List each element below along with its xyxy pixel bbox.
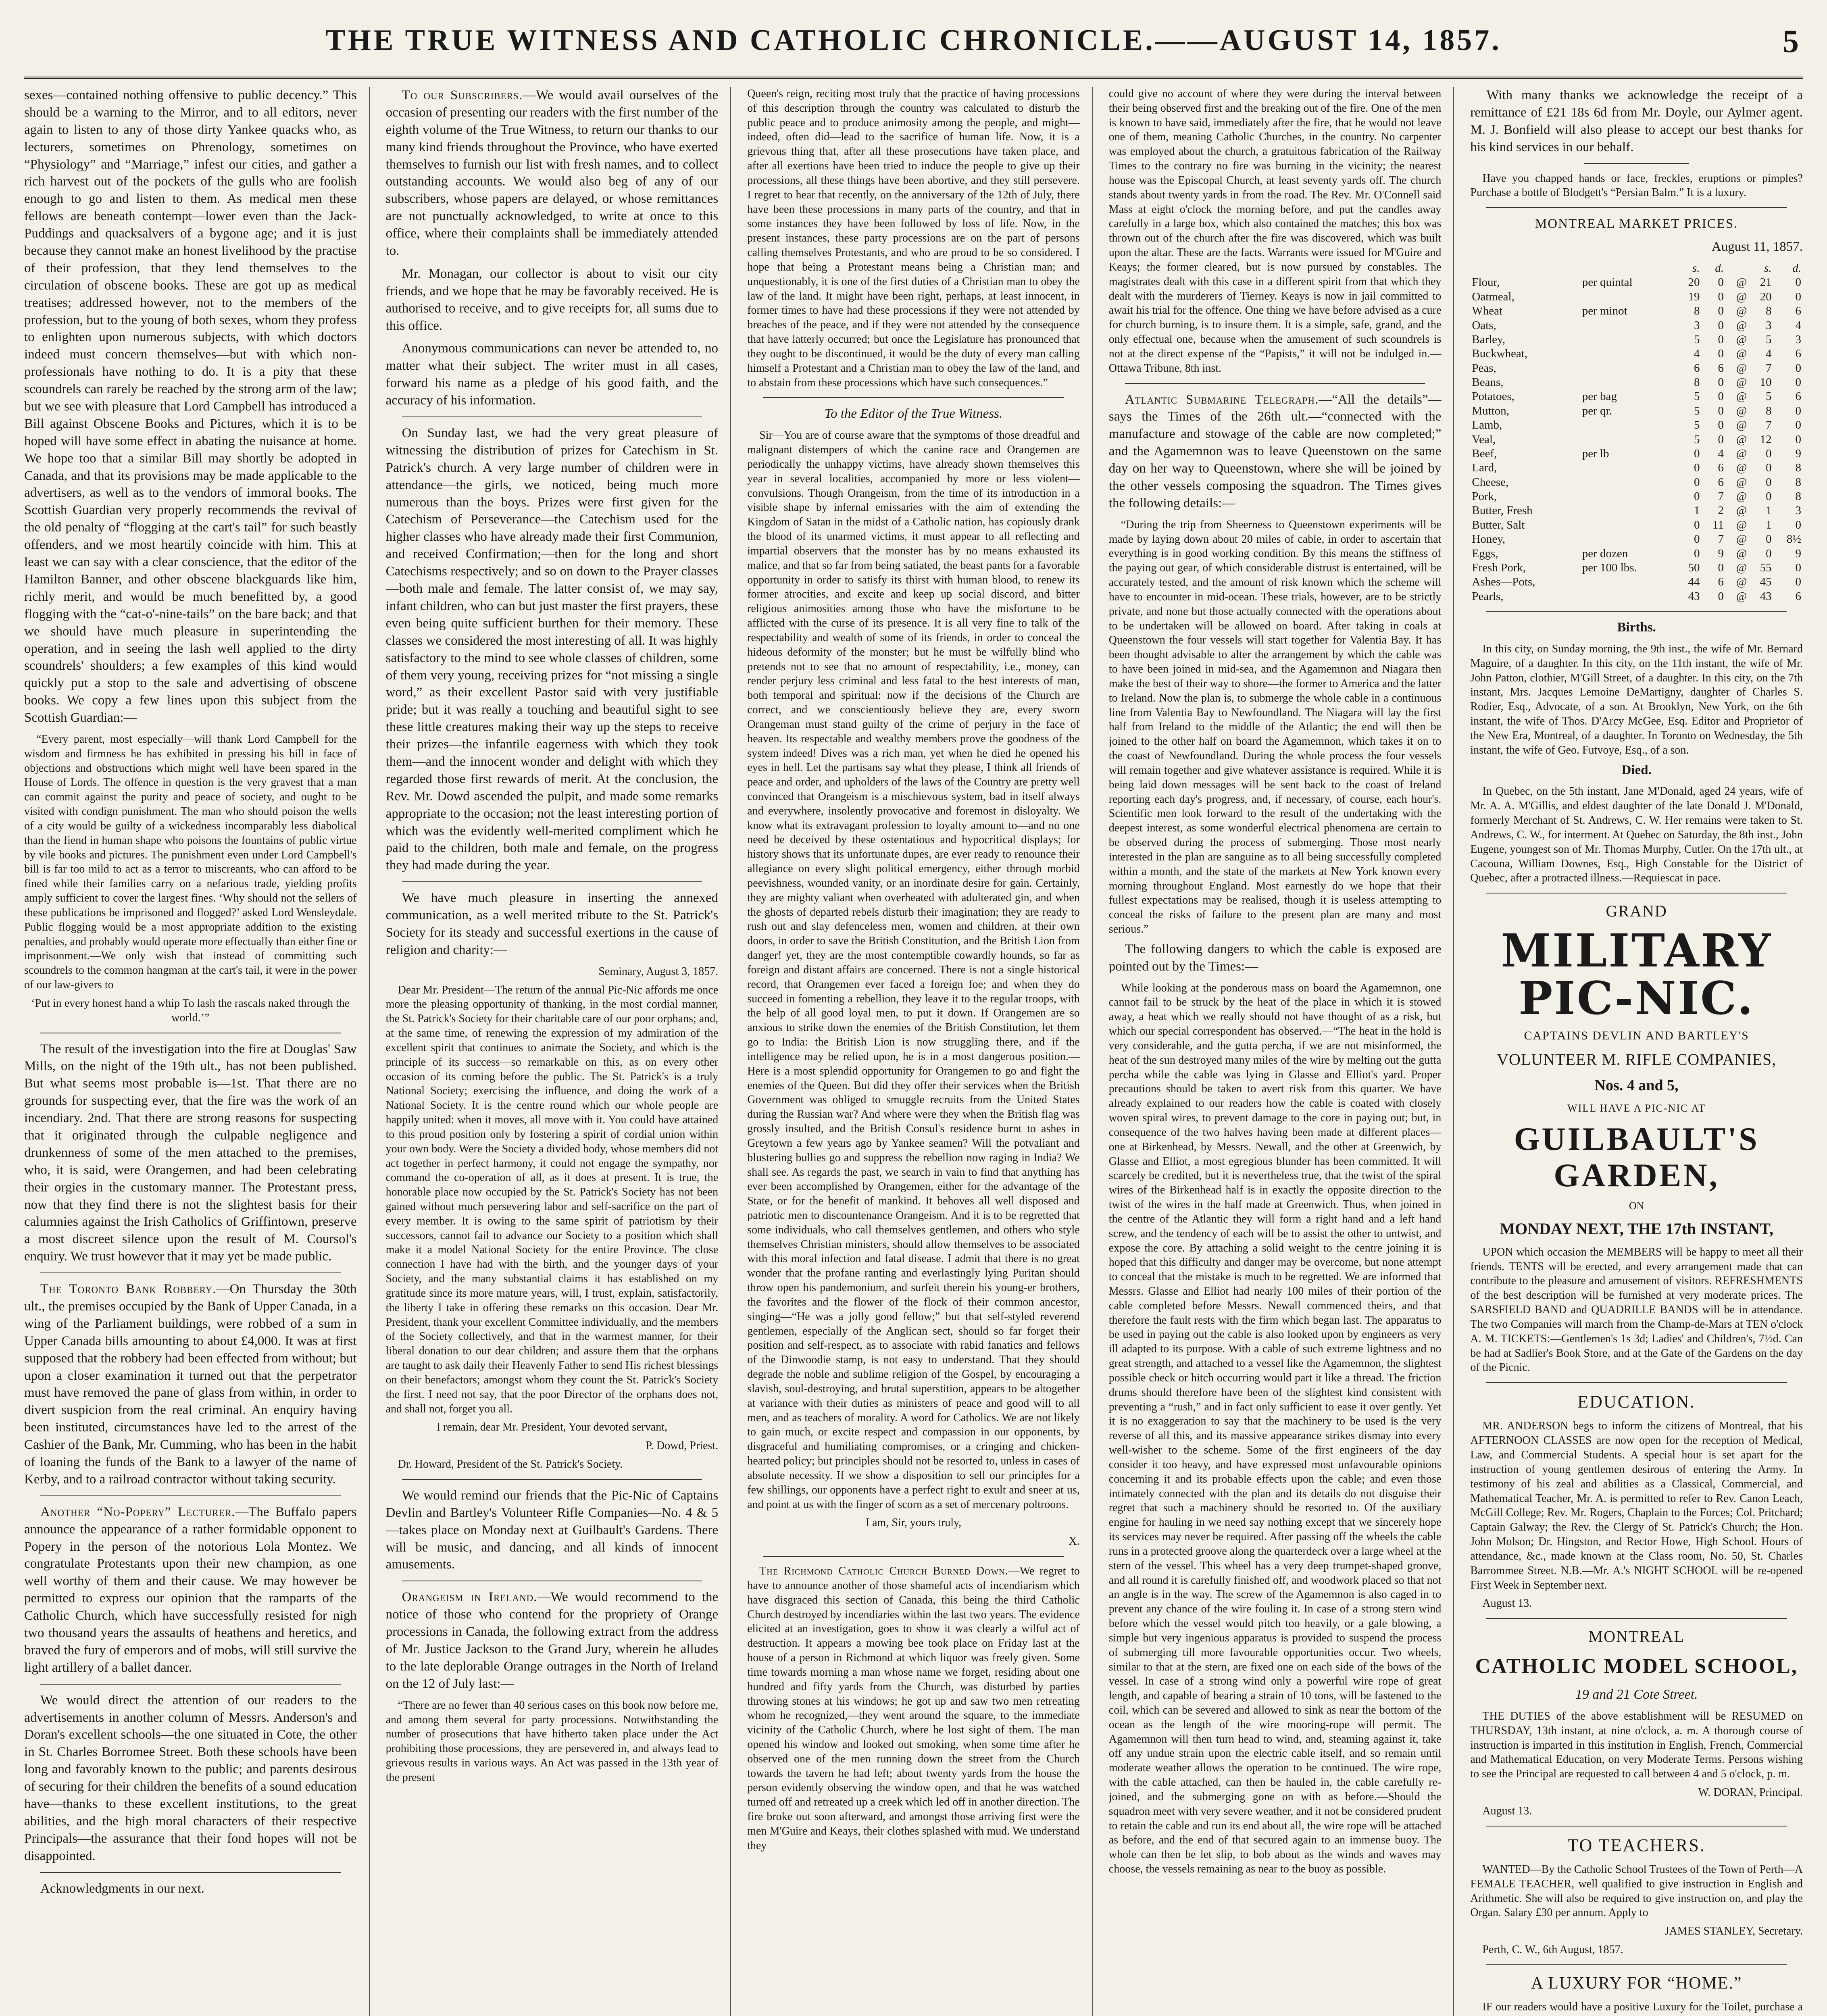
table-row xyxy=(1470,589,1803,604)
births-list: In this city, on Sunday morning, the 9th inst., the wife of Mr. Bernard Maguire, of a daughter. In this city, on the 11th instant, the wife of Mr. John Patton, clothier, M'Gill Street, of a daughter. In this city, on the 7th instant, Mrs. Jacques Lemoine DeMartigny, daughter of Charles S. Rodier, Esq., Advocate, of a son. At Brooklyn, New York, on the 6th instant, the wife of Thos. D'Arcy McGee, Esq. Editor and Proprietor of the New Era, Montreal, of a daughter. In Toronto on Wednesday, the 5th instant, the wife of Geo. Futvoye, Esq., of a son. xyxy=(1470,642,1803,756)
market-price: 0 xyxy=(1694,490,1700,503)
table-row xyxy=(1470,447,1803,461)
quote-justice-jackson xyxy=(386,1698,719,1785)
market-price: 5 xyxy=(1694,419,1700,432)
teachers-signer: JAMES STANLEY, Secretary. xyxy=(1665,1925,1803,1938)
market-item: Honey, xyxy=(1472,533,1506,546)
market-price: 0 xyxy=(1795,376,1801,389)
market-prices-table xyxy=(1470,261,1803,604)
market-item: Butter, Fresh xyxy=(1472,504,1533,517)
market-price: 0 xyxy=(1718,347,1724,360)
ad-guilbault: GUILBAULT'S GARDEN, xyxy=(1514,1120,1759,1193)
market-price: 20 xyxy=(1688,276,1700,289)
article-dangers: While looking at the ponderous mass on board the Agamemnon, one cannot fail to be struck by the heat of the place in which it is stowed away, a heat which we really should not have thought of as a risk, but which our special correspondent has observed.—“The heat in the hold is very considerable, and the gutta percha, if we are not misinformed, the heat of the sun destroyed many miles of the wire by melting out the gutta percha while the cable was lying in Glasse and Elliot's yard. Proper precautions should be taken to avert risk from this quarter. We have already explained to our readers how the cable is coated with closely woven spiral wires, to prevent damage to the core in paying out; but, in consequence of the two halves having been made at different places—one at Birkenhead, by Messrs. Newall, and the other at Greenwich, by Glasse and Elliot, a most egregious blunder has been committed. It will scarcely be credited, but it is nevertheless true, that the twist of the spiral wires of the Birkenhead half is in exactly the opposite direction to the twist of the wires in the half made at Greenwich. Thus, when joined in the centre of the Atlantic they will form a right hand and a left hand screw, and the tendency of each will be to assist the other to untwist, and expose the core. By attaching a solid weight to the centre joining it is hoped that this difficulty and danger may be overcome, but none attempt to conceal that the mistake is much to be regretted. We are informed that Messrs. Glasse and Elliot had nearly 100 miles of their portion of the cable completed before Messrs. Newall commenced theirs, and that therefore the fault rests with the firm which began last. The apparatus to be used in paying out the cable is also looked upon by engineers as very ill adapted to its purpose. With a cable of such extreme lightness and no great strength, and attached to a vessel like the Agamemnon, the slightest possible check or hitch occurring would part it like a thread. The friction drums should therefore have been of the slightest kind consistent with preventing a “rush,” and in fact only sufficient to ease it over gently. Yet it is no exaggeration to say that the machinery to be used is the very reverse of all this, and its massive appearance strikes dismay into every well-wisher to the scheme. Some of the first engineers of the day consider it too heavy, and have expressed most unfavourable opinions concerning it and its probable effects upon the cable; and even those intimately connected with the plan and its details do not disguise their regret that such a machinery should be resorted to. Of the auxiliary engine for hauling in we need say nothing except that we sincerely hope its services may never be required. After passing off the wheels the cable runs in a protected groove along the quarterdeck over a large wheel at the stern of the vessel. This wheel has a very deep trumpet-shaped groove, and all round it is carefully finished off, and woodwork placed so that not an angle is in the way. The screw of the Agamemnon is also caged in to prevent any chance of the wire fouling it. In case of a strong stern wind before which the vessel would pitch too heavily, or a gale blowing, a simple but very ingenious apparatus is provided to suspend the process of submerging till more favourable opportunities occur. Two wheels, similar to that at the stern, are fixed one on each side of the bows of the vessel. In case of a strong wind only a powerful wire rope of great length, and capable of bearing a strain of 10 tons, will be fastened to the coil, which can be severed and allowed to sink as near the bottom of the ocean as the length of the wire mooring-rope will permit. The Agamemnon will then turn head to wind, and, steaming against it, take off any undue strain upon the electric cable itself, and so remain until moderate weather allows the operation to be continued. The wire rope, with the cable attached, can then be hauled in, the cable carefully re-joined, and the submerging gone on with as before.—Should the squadron meet with very severe weather, and it not be considered prudent to retain the cable and run its end about all, the wire rope will be attached as before, and the end of that secured again to an immense buoy. The whole can then be let slip, to bob about as the winds and waves may choose, the vessels remaining as near to the buoy as possible. xyxy=(1108,981,1442,1876)
market-price: 0 xyxy=(1766,447,1772,460)
market-item: Wheat xyxy=(1472,304,1503,318)
market-item: Pork, xyxy=(1472,490,1497,503)
table-row xyxy=(1470,347,1803,361)
table-row xyxy=(1470,375,1803,389)
market-item: Ashes—Pots, xyxy=(1472,575,1535,589)
quote-verse: ‘Put in every honest hand a whip To lash the rascals naked through the world.’” xyxy=(31,997,350,1024)
market-price: 0 xyxy=(1766,475,1772,489)
market-unit xyxy=(1581,575,1677,589)
market-price: @ xyxy=(1736,575,1747,589)
market-unit: per lb xyxy=(1582,447,1609,460)
ad-military-picnic: MILITARY PIC-NIC. xyxy=(1501,925,1773,1025)
market-item: Flour, xyxy=(1472,276,1500,289)
ad-volunteer: VOLUNTEER M. RIFLE COMPANIES, xyxy=(1497,1050,1777,1069)
divider xyxy=(1486,1382,1787,1383)
article-obscene-books: sexes—contained nothing offensive to public decency.” This should be a warning to the Mirror, and to all editors, never again to listen to any of those dirty Yankee quacks who, as lecturers, sometimes on Phrenology, sometimes on “Physiology” and “Marriage,” infest our cities, and gather a rich harvest out of the pockets of the gulls who are foolish enough to go and listen to them. As medical men these fellows are beneath contempt—lower even than the Jack-Puddings and quacksalvers of a bygone age; and it is just because they cannot make an honest livelihood by the practise of their profession, that they lend themselves to the circulation of obscene books. These are got up as medical treatises; addressed however, not to the members of the profession, but to the young of both sexes, whom they profess to enlighten upon numerous subjects, with which doctors indeed must concern themselves—but with which non-professionals have nothing to do. It is a pity that these scoundrels can rarely be reached by the strong arm of the law; but we see with pleasure that Lord Campbell has introduced a Bill against Obscene Books and Pictures, which it is to be hoped will have some effect in abating the nuisance at home. We hope too that a similar Bill may shortly be adopted in Canada, and that its provisions may be made applicable to the advertisers, as well as to the vendors of immoral books. The Scottish Guardian very properly recommends the revival of the old penalty of “flogging at the cart's tail” for such beastly offenders, and we most heartily coincide with him. This at least we can say with a clear conscience, that the editor of the Hamilton Banner, and other obscene blackguards like him, richly merit, and would be much benefitted by, a good flogging with the “cat-o'-nine-tails” on the bare back; and that we should have much pleasure in superintending the operation, and in seeing the lash well applied to the dirty scoundrels' shoulders; a few examples of this kind would quickly put a stop to the sale and advertising of obscene books. We copy a few lines upon this subject from the Scottish Guardian:— xyxy=(24,88,357,725)
column-3 xyxy=(747,87,1093,2016)
masthead-title: THE TRUE WITNESS AND CATHOLIC CHRONICLE.——AUGUST 14, 1857. xyxy=(325,24,1502,57)
quote-text: “Every parent, most especially—will thank Lord Campbell for the wisdom and firmness he has exhibited in pressing his bill in face of objections and obstructions which might well have been spared in the House of Lords. The offence in question is the very gravest that a man can commit against the purity and peace of society, and ought to be visited with condign punishment. The man who should poison the wells of a city would be guilty of a wickedness incomparably less diabolical than the fiend in human shape who poisons the fountains of public virtue by vile books and pictures. The punishment even under Lord Campbell's bill is far too mild to act as a terror to miscreants, who can afford to be fined while their families carry on a nefarious trade, yielding profits amply sufficient to cover the largest fines. ‘Why should not the sellers of these publications be imprisoned and flogged?’ asked Lord Wensleydale. Public flogging would be a most appropriate addition to the existing penalties, and probably would operate more effectually than either fine or imprisonment.—We only wish that instead of committing such scoundrels to the common hangman at the cart's tail, it were in the power of our law-givers to xyxy=(24,733,357,991)
masthead xyxy=(24,16,1803,79)
column-4 xyxy=(1109,87,1454,2016)
letter-signer: P. Dowd, Priest. xyxy=(646,1439,719,1452)
table-row xyxy=(1470,319,1803,333)
market-price: @ xyxy=(1736,376,1747,389)
market-price: 0 xyxy=(1694,547,1700,560)
market-price: 8½ xyxy=(1786,533,1801,546)
market-price: 0 xyxy=(1694,461,1700,475)
market-price: 12 xyxy=(1760,433,1772,446)
letter-heading: To the Editor of the True Witness. xyxy=(824,406,1003,421)
market-price: 0 xyxy=(1718,404,1724,417)
market-item: Fresh Pork, xyxy=(1472,561,1526,574)
teachers-ad: WANTED—By the Catholic School Trustees of the Town of Perth—A FEMALE TEACHER, well qualified to give instruction in English and Arithmetic. She will also be required to give instruction on, and play the Organ. Salary £30 per annum. Apply to JAMES STANLEY, Secretary. Perth, C. W., 6th August, 1857. xyxy=(1470,1862,1803,1957)
market-price: @ xyxy=(1736,304,1747,318)
luxury-ad: IF our readers would have a positive Luxury for the Toilet, purchase a xyxy=(1482,2001,1803,2014)
market-price: 4 xyxy=(1766,347,1772,360)
market-price: @ xyxy=(1736,319,1747,332)
market-price: 0 xyxy=(1766,461,1772,475)
market-unit: per dozen xyxy=(1582,547,1628,560)
cms-date: August 13. xyxy=(1482,1804,1532,1817)
market-price: 0 xyxy=(1718,276,1724,289)
quote-times xyxy=(1109,518,1442,937)
letter-addressee: Dr. Howard, President of the St. Patrick's Society. xyxy=(398,1458,623,1471)
market-price: 45 xyxy=(1760,575,1772,589)
market-price: 0 xyxy=(1718,589,1724,603)
market-price: 6 xyxy=(1795,589,1801,603)
quote-text: “During the trip from Sheerness to Queenstown experiments will be made by laying down about 20 miles of cable, in order to ascertain that everything is in good working condition. By this means the stiffness of the paying out gear, of which considerable distrust is entertained, will be accurately tested, and the amount of risk known which the scheme will have to encounter in mid-ocean. These trials, however, are to be strictly private, and none but those actually connected with the operations about to be undertaken will be allowed on board. After taking in coals at Queenstown the four vessels will start together for Valentia Bay. It has been thought advisable to alter the arrangement by which the cable was to have been joined in mid-sea, and the Agamemnon and Niagara then make the best of their way to shore—the former to America and the latter to Ireland. Now the plan is, to submerge the whole cable in a continuous line from Valentia Bay to Newfoundland. The Niagara will lay the first half from Ireland to the middle of the Atlantic; the end will then be joined to the other half on board the Agamemnon, which takes it on to the coast of Newfoundland. During the whole process the four vessels will remain together and give whatever assistance is required. While it is being laid down messages will be sent back to the coast of Ireland reporting each day's progress, and, if necessary, of course, each hour's. Scientific men look forward to the result of the undertaking with the deepest interest, as some wonderful electrical phenomena are certain to be observed during the process of submerging. Those most nearly interested in the plan are sanguine as to all being successfully completed within a month, and the state of the markets at New York known every morning throughout England. Most earnestly do we hope that their fullest expectations may be realised, though it is useless attempting to conceal the risks of failure to the present plan are many and most serious.” xyxy=(1108,518,1442,935)
market-price: @ xyxy=(1736,518,1747,531)
market-price: 50 xyxy=(1688,561,1700,574)
market-price: 3 xyxy=(1766,319,1772,332)
market-unit xyxy=(1581,347,1677,361)
article-orangeism: Orangeism in Ireland.—We would recommend to the notice of those who contend for the propriety of Orange processions in Canada, the following extract from the address of Mr. Justice Jackson to the Grand Jury, wherein he alludes to the late deplorable Orange outrages in the North of Ireland on the 12 of July last:— xyxy=(385,1590,719,1691)
divider xyxy=(40,1684,341,1685)
table-row xyxy=(1470,275,1803,289)
market-price: @ xyxy=(1736,475,1747,489)
market-price: 0 xyxy=(1694,447,1700,460)
market-price: 4 xyxy=(1795,319,1801,332)
market-unit xyxy=(1581,290,1677,304)
market-price: 0 xyxy=(1795,561,1801,574)
table-row xyxy=(1470,361,1803,375)
market-header-cell xyxy=(1725,261,1748,275)
ad-nos: Nos. 4 and 5, xyxy=(1594,1077,1679,1094)
market-price: 55 xyxy=(1760,561,1772,574)
market-price: 7 xyxy=(1718,533,1724,546)
market-item: Mutton, xyxy=(1472,404,1510,417)
market-price: 0 xyxy=(1766,547,1772,560)
market-price: 2 xyxy=(1718,504,1724,517)
births-title: Births. xyxy=(1617,620,1656,635)
education-date: August 13. xyxy=(1482,1597,1532,1610)
market-price: 6 xyxy=(1718,461,1724,475)
market-price: @ xyxy=(1736,276,1747,289)
teachers-title: TO TEACHERS. xyxy=(1567,1835,1706,1855)
market-header-cell xyxy=(1470,261,1580,275)
letter-signer: X. xyxy=(1069,1535,1080,1548)
market-price: 9 xyxy=(1795,547,1801,560)
letter-closing: I am, Sir, yours truly, xyxy=(865,1516,962,1529)
market-price: 1 xyxy=(1694,504,1700,517)
market-unit xyxy=(1581,518,1677,532)
market-price: 1 xyxy=(1766,504,1772,517)
market-item: Oats, xyxy=(1472,319,1496,332)
market-price: 6 xyxy=(1694,361,1700,375)
market-item: Oatmeal, xyxy=(1472,290,1515,303)
market-header-cell: s. xyxy=(1692,262,1700,275)
ad-body: UPON which occasion the MEMBERS will be happy to meet all their friends. TENTS will be erected, and every arrangement made that can contribute to the pleasure and amusement of visitors. REFRESHMENTS of the best description will be furnished at very moderate prices. The SARSFIELD BAND and QUADRILLE BANDS will be in attendance. The two Companies will march from the Champ-de-Mars at TEN o'clock A. M. TICKETS:—Gentlemen's 1s 3d; Ladies' and Children's, 7½d. Can be had at Sadlier's Book Store, and at the Gate of the Gardens on the day of the Picnic. xyxy=(1470,1245,1803,1374)
market-price: 7 xyxy=(1766,419,1772,432)
market-price: 0 xyxy=(1718,290,1724,303)
article-atlantic-telegraph: Atlantic Submarine Telegraph.—“All the details”—says the Times of the 26th ult.—“connected with the manufacture and stowage of the cable are now completed;” and the Agamemnon was to leave Queenstown on the same day on her way to Queenstown, where she will be joined by the other vessels composing the squadron. The Times gives the following details:— xyxy=(1108,392,1442,510)
market-price: 0 xyxy=(1795,404,1801,417)
column-2 xyxy=(386,87,731,2016)
deaths-list: In Quebec, on the 5th instant, Jane M'Donald, aged 24 years, wife of Mr. A. A. M'Gillis, and eldest daughter of the late Donald J. M'Donald, formerly Merchant of St. Andrews, C. W. Her remains were taken to St. Andrews, C. W., for interment. At Quebec on Saturday, the 8th inst., John Eugene, youngest son of Mr. Thomas Murphy, Cutler. On the 17th ult., at Cacouna, William Downes, Esq., High Constable for the District of Quebec, after a protracted illness.—Requiescat in pace. xyxy=(1470,785,1803,885)
market-price: 44 xyxy=(1688,575,1700,589)
market-item: Buckwheat, xyxy=(1472,347,1528,360)
market-price: 0 xyxy=(1795,276,1801,289)
market-unit: per 100 lbs. xyxy=(1582,561,1637,574)
market-unit: per bag xyxy=(1582,390,1617,403)
market-item: Peas, xyxy=(1472,361,1496,375)
market-price: @ xyxy=(1736,347,1747,360)
table-row xyxy=(1470,389,1803,404)
market-price: 0 xyxy=(1718,319,1724,332)
market-price: 3 xyxy=(1694,319,1700,332)
headline: The Toronto Bank Robbery. xyxy=(40,1282,217,1297)
market-price: 7 xyxy=(1766,361,1772,375)
market-title: MONTREAL MARKET PRICES. xyxy=(1535,217,1738,231)
divider xyxy=(763,1556,1064,1557)
market-price: 5 xyxy=(1694,333,1700,346)
article-anonymous: Anonymous communications can never be attended to, no matter what their subject. The writer must in all cases, forward his name as a pledge of his good faith, and the accuracy of his information. xyxy=(385,341,719,408)
market-price: 6 xyxy=(1718,361,1724,375)
market-price: 0 xyxy=(1694,533,1700,546)
table-row xyxy=(1470,475,1803,489)
market-unit xyxy=(1581,361,1677,375)
market-unit xyxy=(1581,504,1677,518)
column-1 xyxy=(24,87,370,2016)
acknowledgments-note: Acknowledgments in our next. xyxy=(40,1881,204,1896)
market-price: @ xyxy=(1736,533,1747,546)
market-item: Pearls, xyxy=(1472,589,1504,603)
teachers-date: Perth, C. W., 6th August, 1857. xyxy=(1482,1943,1623,1956)
cms-montreal: MONTREAL xyxy=(1588,1627,1685,1646)
market-price: 0 xyxy=(1766,533,1772,546)
market-header-cell: d. xyxy=(1715,262,1724,275)
market-header-row xyxy=(1470,261,1803,275)
headline: To our Subscribers. xyxy=(402,88,523,102)
article-schools: We would direct the attention of our readers to the advertisements in another column of Messrs. Anderson's and Doran's excellent schools—the one situated in Cote, the other in St. Charles Borromee Street. Both these schools have been long and favorably known to the public; and parents desirous of securing for their children the benefits of a sound education have—thanks to these excellent institutions, to the great abilities, and the high moral characters of their respective Principals—the assurance that their fond hopes will not be disappointed. xyxy=(24,1693,357,1863)
market-unit xyxy=(1581,418,1677,432)
ad-monday: MONDAY NEXT, THE 17th INSTANT, xyxy=(1500,1219,1773,1238)
market-price: 8 xyxy=(1694,376,1700,389)
market-price: @ xyxy=(1736,404,1747,417)
market-price: 5 xyxy=(1694,390,1700,403)
market-item: Cheese, xyxy=(1472,475,1509,489)
market-price: 3 xyxy=(1795,504,1801,517)
cms-address: 19 and 21 Cote Street. xyxy=(1575,1687,1698,1702)
table-row xyxy=(1470,404,1803,418)
letter-st-patricks xyxy=(386,964,719,1472)
columns xyxy=(24,87,1803,2016)
market-unit: per minot xyxy=(1582,304,1627,318)
ad-captains: CAPTAINS DEVLIN AND BARTLEY'S xyxy=(1524,1029,1749,1043)
advert-persian-balm-short: Have you chapped hands or face, freckles, eruptions or pimples? Purchase a bottle of Blodgett's “Persian Balm.” It is a luxury. xyxy=(1470,172,1803,199)
page-number: 5 xyxy=(1783,24,1799,59)
market-price: 0 xyxy=(1718,419,1724,432)
market-price: @ xyxy=(1736,547,1747,560)
market-price: 8 xyxy=(1795,461,1801,475)
market-item: Beef, xyxy=(1472,447,1497,460)
market-price: 11 xyxy=(1712,518,1724,531)
market-price: 8 xyxy=(1795,475,1801,489)
quote-text: Queen's reign, reciting most truly that the practice of having processions of this description through the country was calculated to disturb the public peace and to produce animosity among the people, and might—indeed, often did—lead to the sacrifice of human life. Now, it is a grievous thing that, after all these prosecutions have taken place, and after all exertions have been tried to induce the people to give up their processions, all these things have been abortive, and they still persevere. I regret to hear that recently, on the anniversary of the 12th of July, there have been these processions in many parts of the country, and that in some instances they have been followed by loss of life. Now, in the present instances, these party processions are on the part of persons calling themselves Protestants, and who are proud to be so considered. I hope that being a Protestant means being a Christian man; and unquestionably, it is one of the first duties of a Christian man to obey the law of the land. It might have been right, perhaps, at least innocent, in former times to have had these processions if they were not attended by breaches of the peace, and if they were not attended by the consequence that have latterly occurred; but once the Legislature has pronounced that they ought to be discontinued, it would be the duty of every man calling himself a Protestant and a Christian man to obey the law of the land, and to abstain from these processions which have such consequences.” xyxy=(747,87,1080,389)
table-row xyxy=(1470,418,1803,432)
market-item: Barley, xyxy=(1472,333,1506,346)
divider xyxy=(1486,207,1787,208)
market-price: @ xyxy=(1736,490,1747,503)
divider xyxy=(1486,1618,1787,1619)
market-price: 7 xyxy=(1718,490,1724,503)
market-unit: per quintal xyxy=(1582,276,1633,289)
market-unit xyxy=(1581,333,1677,347)
market-price: @ xyxy=(1736,333,1747,346)
market-price: 8 xyxy=(1795,490,1801,503)
market-price: 8 xyxy=(1766,304,1772,318)
divider xyxy=(40,1872,341,1873)
market-price: 0 xyxy=(1718,304,1724,318)
market-item: Lamb, xyxy=(1472,419,1502,432)
market-price: 0 xyxy=(1718,333,1724,346)
market-price: 0 xyxy=(1795,419,1801,432)
article-collector: Mr. Monagan, our collector is about to visit our city friends, and we hope that he may be favorably received. He is authorised to receive, and to give receipts for, all sums due to this office. xyxy=(385,266,719,333)
market-price: 0 xyxy=(1795,433,1801,446)
market-price: 0 xyxy=(1795,361,1801,375)
quote-scottish-guardian xyxy=(24,732,357,1025)
quote-text: “There are no fewer than 40 serious cases on this book now before me, and among them several for party processions. Notwithstanding the number of prosecutions that have hitherto taken place under the Act prohibiting those processions, they are persevered in, and always lead to grievous results in various ways. An Act was passed in the 13th year of the present xyxy=(385,1699,719,1784)
market-price: 4 xyxy=(1694,347,1700,360)
article-saw-mills: The result of the investigation into the fire at Douglas' Saw Mills, on the night of the 19th ult., has not been published. But what seems most probable is—1st. That there are no grounds for suspecting ever, that the fire was the work of an incendiary. 2nd. That there are strong reasons for suspecting that it originated through the culpable negligence and drunkenness of some of the men attached to the premises, who, it is said, were Orangemen, and had been celebrating their orgies in the customary manner. The Protestant press, now that they find there is not the slightest basis for their calumnies against the Irish Catholics of Griffintown, preserve a most discreet silence upon the result of M. Coursol's enquiry. We trust however that it may yet be made public. xyxy=(24,1041,357,1264)
market-price: @ xyxy=(1736,290,1747,303)
article-subscribers: To our Subscribers.—We would avail ourselves of the occasion of presenting our readers with the first number of the eighth volume of the True Witness, to return our thanks to our many kind friends throughout the Province, who have exerted themselves to furnish our list with fresh names, and to collect outstanding accounts. We would also beg of any of our subscribers, whose papers are delayed, or whose remittances are not punctually acknowledged, to write at once to this office, where their complaints shall be immediately attended to. xyxy=(385,88,719,258)
quote-justice-jackson-cont xyxy=(747,87,1080,390)
table-row xyxy=(1470,304,1803,318)
article-richmond-church-cont: could give no account of where they were during the interval between their being observed first and the breaking out of the fire. One of the men is known to have said, immediately after the fire, that he would not leave one of them, meaning Catholic Churches, in the country. No carpenter was employed about the church, a gratuitous fabrication of the Railway Times to the contrary no fire was burning in the vicinity; the nearest house was the Episcopal Church, at least seventy yards off. The church stands about twenty yards in from the road. The Rev. Mr. O'Connell said Mass at eight o'clock the morning before, and put the candles away carefully in a large box, which also contained the matches; this box was thrown out of the church after the fire was discovered, which was built upon the altar. These are the facts. Warrants were issued for M'Guire and Keays; the former cleared, but is now pursued by constables. The magistrates dealt with this case in a different spirit from that which they dealt with the murderers of Tierney. Keays is now in jail committed to await his trial for the offence. One thing we have before advised as a cure for church burning, is to insure them. It is a simple, safe, grand, and the only effectual one, because when the amusement of such scoundrels is not at the direct expense of the “Papists,” it will not be indulged in.—Ottawa Tribune, 8th inst. xyxy=(1108,87,1442,375)
market-price: 6 xyxy=(1795,347,1801,360)
market-price: @ xyxy=(1736,504,1747,517)
divider xyxy=(402,1479,702,1480)
market-unit xyxy=(1581,433,1677,447)
article-catechism-prizes: On Sunday last, we had the very great pleasure of witnessing the distribution of prizes for Catechism in St. Patrick's church. A very large number of children were in attendance—the girls, we noticed, being much more numerous than the boys. Prizes were first given for the Catechism of Perseverance—the Catechism used for the higher classes who have already made their first Communion, and received Confirmation;—then for the long and short Catechisms respectively; and so on down to the Prayer classes—both male and female. The latter consist of, we may say, infant children, who can but just master the first prayers, these even being quite sufficient burthen for their memory. These classes we considered the most interesting of all. It was highly satisfactory to the mind to see whole classes of children, some of them very young, receiving prizes for “not missing a single word,” as their excellent Pastor said with very justifiable pride; but it was really a touching and beautiful sight to see these little creatures making their way up the steps to receive their prizes—the infantile eagerness with which they took them—and the innocent wonder and delight with which they regarded those first rewards of merit. At the conclusion, the Rev. Mr. Dowd ascended the pulpit, and made some remarks appropriate to the occasion; not the least interesting portion of which was the evidently well-merited compliment which he paid to the children, both male and female, on the progress they had made during the year. xyxy=(385,426,719,873)
market-item: Potatoes, xyxy=(1472,390,1515,403)
market-item: Lard, xyxy=(1472,461,1497,475)
market-price: 0 xyxy=(1718,561,1724,574)
market-price: @ xyxy=(1736,561,1747,574)
market-price: 43 xyxy=(1760,589,1772,603)
article-dangers-intro: The following dangers to which the cable is exposed are pointed out by the Times:— xyxy=(1108,941,1442,974)
ad-will: WILL HAVE A PIC-NIC AT xyxy=(1567,1102,1706,1114)
table-row xyxy=(1470,561,1803,575)
table-row xyxy=(1470,433,1803,447)
market-price: 1 xyxy=(1766,518,1772,531)
market-price: 21 xyxy=(1760,276,1772,289)
luxury-title: A LUXURY FOR “HOME.” xyxy=(1531,1974,1742,1993)
market-item: Eggs, xyxy=(1472,547,1498,560)
market-date: August 11, 1857. xyxy=(1711,240,1803,254)
market-price: 0 xyxy=(1766,490,1772,503)
market-price: 20 xyxy=(1760,290,1772,303)
article-no-popery: Another “No-Popery” Lecturer.—The Buffalo papers announce the appearance of a rather formidable opponent to Popery in the person of the notorious Lola Montez. We congratulate Protestants upon their new champion, as one well worthy of them and their cause. We may however be permitted to express our opinion that the ramparts of the Catholic Church, which have successfully resisted for nigh two thousand years the assaults of heathens and heretics, and braved the fury of emperors and of mobs, will still survive the light artillery of a ballet dancer. xyxy=(24,1504,357,1675)
table-row xyxy=(1470,575,1803,589)
market-price: 0 xyxy=(1718,376,1724,389)
market-header-cell: s. xyxy=(1764,262,1772,275)
letter-to-editor xyxy=(747,428,1080,1549)
market-price: 43 xyxy=(1688,589,1700,603)
table-row xyxy=(1470,290,1803,304)
divider xyxy=(1125,383,1425,384)
table-row xyxy=(1470,333,1803,347)
acknowledgment: With many thanks we acknowledge the receipt of a remittance of £21 18s 6d from Mr. Doyle, our Aylmer agent. M. J. Bonfield will also please to accept our best thanks for his kind services in our behalf. xyxy=(1470,88,1803,154)
market-price: 6 xyxy=(1795,304,1801,318)
market-price: @ xyxy=(1736,390,1747,403)
market-unit xyxy=(1581,489,1677,504)
market-price: 10 xyxy=(1760,376,1772,389)
article-st-patricks-intro: We have much pleasure in inserting the annexed communication, as a well merited tribute to the St. Patrick's Society for its steady and successful exertions in the cause of religion and charity:— xyxy=(385,891,719,957)
letter-date: Seminary, August 3, 1857. xyxy=(598,965,719,978)
advert-military-picnic xyxy=(1470,901,1803,1375)
market-price: 5 xyxy=(1694,404,1700,417)
market-unit xyxy=(1581,375,1677,389)
market-price: 3 xyxy=(1795,333,1801,346)
market-price: 5 xyxy=(1694,433,1700,446)
article-pic-nic: We would remind our friends that the Pic-Nic of Captains Devlin and Bartley's Volunteer Rifle Companies—No. 4 & 5—takes place on Monday next at Guilbault's Gardens. There will be music, and dancing, and all kinds of innocent amusements. xyxy=(385,1488,719,1572)
education-title: EDUCATION. xyxy=(1577,1392,1696,1412)
market-unit xyxy=(1581,319,1677,333)
education-ad: MR. ANDERSON begs to inform the citizens of Montreal, that his AFTERNOON CLASSES are now open for the reception of Medical, Law, and Commercial Students. A special hour is set apart for the instruction of young gentlemen desirous of entering the Army. In testimony of his zeal and abilities as a Classical, Commercial, and Mathematical Teacher, Mr. A. is permitted to refer to Rev. Canon Leach, McGill College; Rev. Mr. Rogers, Chaplain to the Forces; Col. Pritchard; Captain Galway; the Rev. the Clergy of St. Patrick's Church; the Hon. John Molson; Dr. Hingston, and Rector Howe, High School. Hours of attendance, &c., made known at the Class room, No. 50, St. Charles Barrommee Street. N.B.—Mr. A.'s NIGHT SCHOOL will be re-opened First Week in September next. August 13. xyxy=(1470,1419,1803,1611)
letter-body: Sir—You are of course aware that the symptoms of those dreadful and malignant distempers of which the canine race and Orangemen are periodically the unhappy victims, have already shown themselves this year in several localities, accompanied by more or less violent—convulsions. Though Orangeism, from the time of its introduction in a visible shape by infernal emissaries with the aim of extending the Kingdom of Satan in the midst of a Catholic nation, has copiously drank the blood of its unarmed victims, it must appear to all reflecting and impartial observers that the monster has by no means exhausted its malice, and that so far from being satiated, the beast pants for a favorable opportunity in order to satisfy its thirst with human blood, to renew its former atrocities, and excite and keep up social discord, and bitter religious animosities among those who have the misfortune to be afflicted with the curse of its presence. It is all very fine to talk of the respectability and wealth of some of its friends, in order to conceal the hideous deformity of the monster; but he must be wilfully blind who pretends not to see that no amount of respectability, i.e., money, can render perjury less criminal and less fatal to the best interests of man, both temporal and spiritual: now if the decisions of the Church are correct, and we conscientiously believe they are, every sworn Orangeman must stand guilty of the crime of perjury in the face of heaven. Its respectable and wealthy members prove the goodness of the system indeed! Dives was a rich man, yet when he died he opened his eyes in hell. Let the partisans say what they please, I think all friends of peace and order, and upholders of the laws of the Country are pretty well convinced that Orangeism is a mischievous system, bad in itself always and everywhere, insolently provocative and foremost in disloyalty. We know what its extravagant profession to loyalty amount to—and no one need be deceived by these ostentatious and hypocritical displays; for history shows that its unfortunate dupes, are ever ready to renounce their allegiance on every slight political emergency, either through morbid peevishness, wounded vanity, or an inordinate desire for gain. Certainly, they are mighty valiant when overheated with adulterated gin, and when the ghosts of departed rebels disturb their imagination; they are ready to rush out and slay defenceless men, women and children, at their own doors, in order to save the British Constitution, and the British Lion from danger! yet, they are the most contemptible cowardly hounds, so far as foreign and distant affairs are concerned. There is not a single historical record, that Orangemen ever faced a foreign foe; and when they do succeed in fomenting a rebellion, they leave it to the regular troops, with the help of all good loyal men, to put it down. If Orangemen are so anxious to strike down the enemies of the British Constitution, let them go to India: the British Lion is now struggling there, and if the intelligence may be relied upon, he is in a most dangerous position.—Here is a most splendid opportunity for Orangemen to go and fight the enemies of the Queen. But did they offer their services when the British Government was obliged to smuggle recruits from the United States during the Russian war? And where were they when the British flag was grossly insulted, and the British Consul's residence burnt to ashes in Greytown a few years ago by Yankee seamen? Will the potvaliant and blustering bullies go and suppress the rebellion now raging in India? We shall see. As regards the past, we search in vain to find that anything has ever been accomplished by Orangemen, either for the advantage of the State, or for the benefit of mankind. It behoves all well disposed and patriotic men to discountenance Orangeism. And it is to be regretted that some individuals, who call themselves gentlemen, and others who style themselves Christian ministers, should allow themselves to be associated with this moral infection and fatal disease. I admit that there is no great wonder that the profane ranting and everlastingly lying Puritan should throw open his pandemonium, and surfeit therein his young-er brothers, the favorites and the flower of the flock of their common ancestor, singing—“He was a jolly good fellow;” but that self-styled reverend gentlemen, especially of the Anglican sect, should so far forget their position and self-respect, as to associate with rabid fanatics and fellows of the Dinwoodie stamp, is not easy to understand. That they should degrade the noble and sublime religion of the Gospel, by encouraging a slavish, soul-destroying, and brutal superstition, appears to be altogether at variance with their duties as ministers of peace and good will to all men, and as teachers of morality. A word for Catholics. We are not likely to gain much, or excite respect and compassion in our opponents, by disgraceful and humiliating compromises, or a cringing and chicken-hearted policy; but principles should not be resorted to, unless in cases of absolute necessity. If we show a disposition to sell our principles for a few shillings, our opponents have a perfect right to exult and sneer at us, and point at us with the finger of scorn as a set of mercenary poltroons. xyxy=(747,429,1080,1511)
market-price: 5 xyxy=(1766,390,1772,403)
market-price: 0 xyxy=(1694,475,1700,489)
market-price: 6 xyxy=(1795,390,1801,403)
market-unit xyxy=(1581,532,1677,546)
ad-grand: GRAND xyxy=(1606,902,1667,921)
market-price: @ xyxy=(1736,419,1747,432)
market-unit xyxy=(1581,589,1677,604)
market-price: 9 xyxy=(1795,447,1801,460)
ad-on: ON xyxy=(1629,1200,1644,1212)
market-price: @ xyxy=(1736,361,1747,375)
table-row xyxy=(1470,518,1803,532)
market-price: 0 xyxy=(1718,390,1724,403)
market-price: 4 xyxy=(1718,447,1724,460)
market-unit: per qr. xyxy=(1582,404,1612,417)
table-row xyxy=(1470,489,1803,504)
divider xyxy=(1486,1964,1787,1965)
cms-ad: THE DUTIES of the above establishment will be RESUMED on THURSDAY, 13th instant, at nine o'clock, a. m. A thorough course of instruction is imparted in this institution in English, French, Commercial and Mathematical Education, on very Moderate Terms. Persons wishing to see the Principal are requested to call between 4 and 5 o'clock, p. m. W. DORAN, Principal. August 13. xyxy=(1470,1709,1803,1818)
market-item: Beans, xyxy=(1472,376,1504,389)
cms-signer: W. DORAN, Principal. xyxy=(1698,1786,1803,1799)
market-item: Veal, xyxy=(1472,433,1496,446)
market-price: 8 xyxy=(1694,304,1700,318)
headline: Atlantic Submarine Telegraph. xyxy=(1125,392,1319,407)
headline: The Richmond Catholic Church Burned Down. xyxy=(759,1565,1008,1578)
divider xyxy=(763,397,1064,398)
market-price: 0 xyxy=(1718,433,1724,446)
market-price: 5 xyxy=(1766,333,1772,346)
divider xyxy=(402,881,702,882)
article-bank-robbery: The Toronto Bank Robbery.—On Thursday the 30th ult., the premises occupied by the Bank of Upper Canada, in a wing of the Parliament buildings, were robbed of a sum in Upper Canada bills amounting to about £4,000. It was at first supposed that the robbery had been effected from without; but upon a closer examination it turned out that the perpetrator must have removed the pane of glass from within, in order to divert suspicion from the real criminal. An enquiry having been instituted, circumstances have led to the arrest of the Cashier of the Bank, Mr. Cumming, who has been in the habit of loaning the funds of the Bank to a lawyer of the name of Kerby, and to a railroad contractor without taking security. xyxy=(24,1282,357,1487)
divider xyxy=(1584,163,1689,164)
market-price: 8 xyxy=(1766,404,1772,417)
market-price: 6 xyxy=(1718,575,1724,589)
market-item: Butter, Salt xyxy=(1472,518,1525,531)
column-5 xyxy=(1470,87,1803,2016)
divider xyxy=(1486,611,1787,612)
market-price: 0 xyxy=(1795,518,1801,531)
market-price: @ xyxy=(1736,589,1747,603)
market-price: 9 xyxy=(1718,547,1724,560)
market-unit xyxy=(1581,461,1677,475)
market-header-cell xyxy=(1581,261,1677,275)
market-price: 19 xyxy=(1688,290,1700,303)
market-unit xyxy=(1581,475,1677,489)
market-price: 6 xyxy=(1718,475,1724,489)
market-price: 0 xyxy=(1694,518,1700,531)
divider xyxy=(40,1495,341,1496)
table-row xyxy=(1470,532,1803,546)
market-header-cell: d. xyxy=(1792,262,1801,275)
market-price: 0 xyxy=(1795,290,1801,303)
letter-closing: I remain, dear Mr. President, Your devoted servant, xyxy=(436,1421,668,1434)
cms-title: CATHOLIC MODEL SCHOOL, xyxy=(1475,1655,1798,1678)
article-richmond-church: The Richmond Catholic Church Burned Down.—We regret to have to announce another of those shameful acts of incendiarism which have disgraced this section of Canada, this being the third Catholic Church destroyed by incendiaries within the last two years. The evidence elicited at an investigation, goes to show it was clearly a wilful act of destruction. It appears a mowing bee took place on Friday last at the house of a person in Richmond at which liquor was freely given. Some time towards morning a man whose name we forget, residing about one hundred and fifty yards from the Church, was disturbed by parties throwing stones at his windows; he got up and saw two men retreating whom he recognized,—they went around the square, to the immediate vicinity of the Catholic Church, where he lost sight of them. The man opened his window and looked out smoking, when some time after he observed one of the men running down the street from the Church towards the tavern he had left; about twenty yards from the house the person evidently observing the window open, and that he was watched turned off and retreated up a creek which led off in another direction. The fire broke out soon afterward, and amongst those arriving first were the men M'Guire and Keays, their clothes splashed with mud. We understand they xyxy=(747,1565,1080,1852)
table-row xyxy=(1470,547,1803,561)
market-price: @ xyxy=(1736,447,1747,460)
table-row xyxy=(1470,504,1803,518)
died-title: Died. xyxy=(1621,762,1652,777)
headline: Another “No-Popery” Lecturer. xyxy=(40,1504,235,1519)
headline: Orangeism in Ireland. xyxy=(402,1590,537,1605)
table-row xyxy=(1470,461,1803,475)
market-price: @ xyxy=(1736,433,1747,446)
market-price: @ xyxy=(1736,461,1747,475)
letter-body: Dear Mr. President—The return of the annual Pic-Nic affords me once more the pleasing opportunity of thanking, in the most cordial manner, the St. Patrick's Society for their charitable care of our poor orphans; and, at the same time, of renewing the expression of my admiration of the excellent spirit that continues to animate the Society, and which is the principle of its success—so remarkable on this, as on every other occasion of its coming before the public. The St. Patrick's is a truly National Society; exercising the influence, and doing the work of a National Society. It is the centre round which our whole people are happily united: when it moves, all move with it. You could have attained to this proud position only by fostering a spirit of cordial union within your own body. Were the Society a divided body, whose members did not act together in perfect harmony, it could not engage the sympathy, nor command the co-operation of all, as it does at present. It is true, the honorable place now occupied by the St. Patrick's Society has not been gained without much persevering labor and self-sacrifice on the part of every member. It is owing to the same spirit of patriotism by their successors, cannot fail to advance our Society to a position which shall make it a model National Society for the entire Province. The close connection I have had with the birth, and the younger days of your Society, and the many substantial claims it has established on my gratitude since its more mature years, will, I trust, explain, satisfactorily, the liberty I take in offering these remarks on this occasion. Dear Mr. President, thank your excellent Committee individually, and the members of the Society collectively, and that in the warmest manner, for their liberal donation to our dear children; and assure them that the orphans are taught to ask daily their Heavenly Father to send His richest blessings on their benefactors; amongst whom they count the St. Patrick's Society the first. I need not say, that the poor Director of the orphans does not, and shall not, forget you all. xyxy=(385,983,719,1415)
divider xyxy=(40,1272,341,1273)
market-price: 0 xyxy=(1795,575,1801,589)
